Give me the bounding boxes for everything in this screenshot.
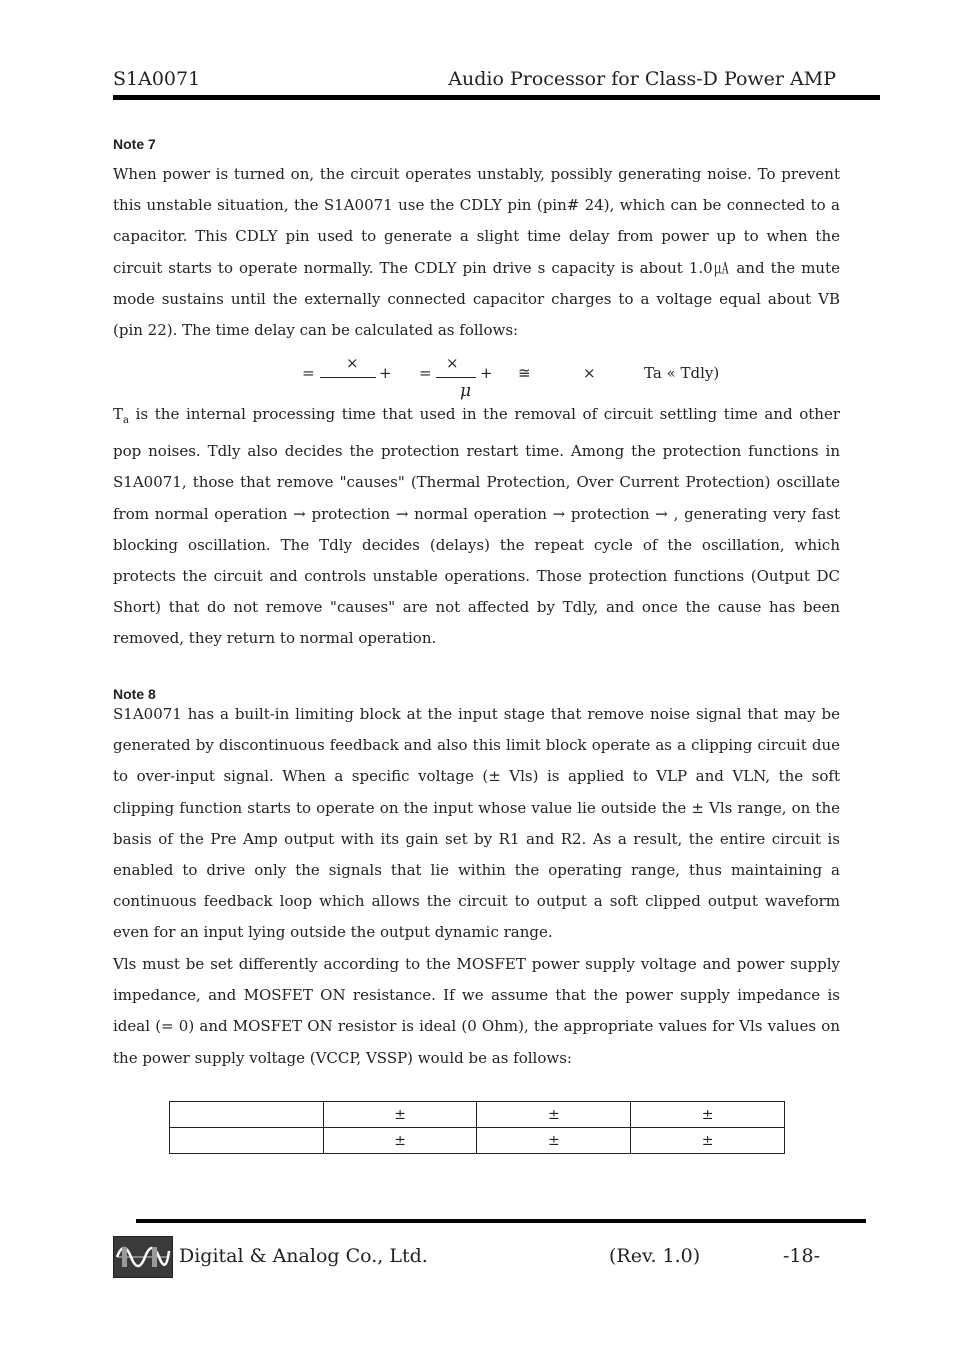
footer-rule	[136, 1219, 866, 1223]
table-row	[170, 1102, 785, 1128]
note7-paragraph-2	[113, 399, 840, 655]
formula-times-2: ×	[446, 354, 459, 372]
table-row	[170, 1128, 785, 1154]
sine-wave-logo-icon	[114, 1237, 172, 1277]
table-cell	[170, 1128, 324, 1154]
formula-fraction-bar-2	[436, 377, 476, 378]
formula-equals-2: =	[419, 364, 432, 382]
footer-revision: (Rev. 1.0)	[609, 1245, 701, 1267]
table-cell: ±	[477, 1102, 631, 1128]
table-cell: ±	[631, 1102, 785, 1128]
ta-symbol: T	[113, 405, 124, 423]
formula-equals-1: =	[302, 364, 315, 382]
formula-times-1: ×	[346, 354, 359, 372]
vls-table	[169, 1101, 785, 1154]
header-rule	[113, 95, 880, 100]
formula-plus-2: +	[480, 364, 493, 382]
ta-subscript: a	[123, 415, 129, 426]
note8-paragraph-1: S1A0071 has a built-in limiting block at the input stage that remove noise signal that may be generated by discontinuous feedback and also this limit block operate as a clipping circuit due to over-input signal. When a specific voltage (± Vls) is applied to VLP and VLN, the soft clipping function starts to operate on the input whose value lie outside the ± Vls range, on the basis of the Pre Amp output with its gain set by R1 and R2. As a result, the entire circuit is enabled to drive only the signals that lie within the operating range, thus maintaining a continuous feedback loop which allows the circuit to output a soft clipped output waveform even for an input lying outside the output dynamic range.	[113, 705, 840, 942]
table-cell: ±	[631, 1128, 785, 1154]
formula-plus-1: +	[379, 364, 392, 382]
note8-heading: Note 8	[113, 686, 156, 702]
table-cell	[170, 1102, 324, 1128]
note8-paragraph-2: Vls must be set differently according to the MOSFET power supply voltage and power supply impedance, and MOSFET ON resistance. If we assume that the power supply impedance is ideal (= 0) and MOSFET ON resistor is ideal (0 Ohm), the appropriate values for Vls values on the power supply voltage (VCCP, VSSP) would be as follows:	[113, 955, 840, 1067]
table-cell: ±	[477, 1128, 631, 1154]
time-delay-formula	[0, 356, 954, 402]
table-cell: ±	[323, 1102, 477, 1128]
formula-times-3: ×	[583, 364, 596, 382]
formula-mu: μ	[460, 381, 472, 401]
note7-paragraph-1: When power is turned on, the circuit operates unstably, possibly generating noise. To prevent this unstable situation, the S1A0071 use the CDLY pin (pin# 24), which can be connected to a capacitor. This CDLY pin used to generate a slight time delay from power up to when the circuit starts to operate normally. The CDLY pin drive s capacity is about 1.0㎂ and the mute mode sustains until the externally connected capacitor charges to a voltage equal about VB (pin 22). The time delay can be calculated as follows:	[113, 165, 840, 340]
note7-heading: Note 7	[113, 136, 156, 152]
note7-paragraph-2-text: is the internal processing time that used in the removal of circuit settling time and other pop noises. Tdly also decides the protection restart time. Among the protection functions in S1A0071, those that remove "causes" (Thermal Protection, Over Current Protection) oscillate from normal operation → protection → normal operation → protection → , generating very fast blocking oscillation. The Tdly decides (delays) the repeat cycle of the oscillation, which protects the circuit and controls unstable operations. Those protection functions (Output DC Short) that do not remove "causes" are not affected by Tdly, and once the cause has been removed, they return to normal operation.	[113, 405, 840, 648]
footer-company: Digital & Analog Co., Ltd.	[179, 1245, 428, 1267]
formula-fraction-bar-1	[320, 377, 376, 378]
header-part-number: S1A0071	[113, 68, 201, 90]
formula-approx: ≅	[518, 364, 531, 382]
formula-condition: Ta « Tdly)	[644, 364, 720, 382]
company-logo	[113, 1236, 173, 1278]
footer-page-number: -18-	[783, 1245, 821, 1267]
header-title: Audio Processor for Class-D Power AMP	[448, 68, 836, 90]
table-cell: ±	[323, 1128, 477, 1154]
